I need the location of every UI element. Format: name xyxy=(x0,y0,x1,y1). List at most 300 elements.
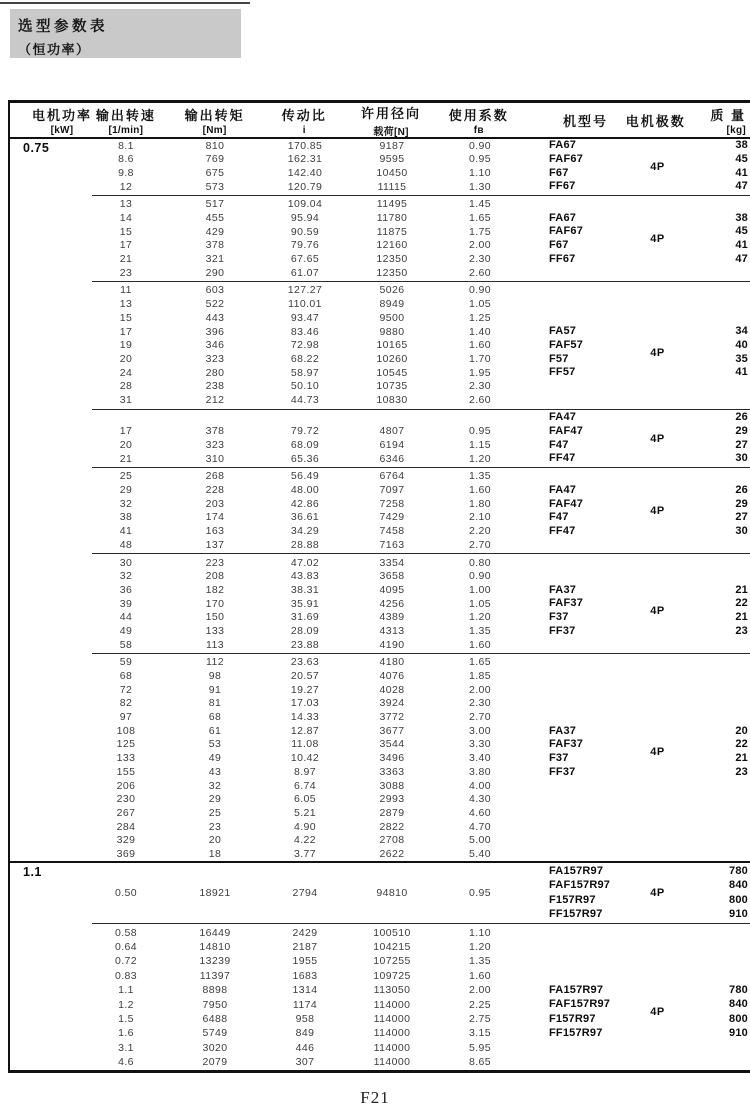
cell-radial-load: 11875 xyxy=(376,225,408,238)
cell-ratio: 162.31 xyxy=(287,153,323,166)
cell-output-torque: 11397 xyxy=(199,969,231,982)
header-label: 输出转矩 xyxy=(184,107,245,123)
table-row xyxy=(10,380,750,394)
cell-ratio: 6.74 xyxy=(293,779,317,792)
cell-service-factor: 0.90 xyxy=(468,570,492,583)
cell-radial-load: 2822 xyxy=(379,820,405,833)
cell-output-speed: 13 xyxy=(119,198,133,211)
cell-ratio: 14.33 xyxy=(290,711,320,724)
poles-value: 4P xyxy=(650,346,665,359)
cell-model: F37 xyxy=(549,751,569,764)
table-row xyxy=(10,820,750,834)
cell-radial-load: 10545 xyxy=(376,366,408,379)
cell-output-torque: 49 xyxy=(208,752,222,765)
cell-service-factor: 0.90 xyxy=(468,139,492,152)
cell-output-torque: 91 xyxy=(208,683,222,696)
group-separator xyxy=(92,653,750,654)
cell-output-speed: 17 xyxy=(119,425,133,438)
cell-weight: 38 xyxy=(735,139,748,152)
cell-model: F67 xyxy=(549,239,569,252)
table-row xyxy=(10,393,750,407)
cell-service-factor: 1.75 xyxy=(468,225,492,238)
cell-model: FF67 xyxy=(549,252,576,265)
cell-ratio: 3.77 xyxy=(293,847,317,860)
table-row xyxy=(10,311,750,325)
cell-service-factor: 2.00 xyxy=(468,984,492,997)
cell-ratio: 2794 xyxy=(292,886,318,899)
cell-service-factor: 2.30 xyxy=(468,697,492,710)
cell-output-torque: 137 xyxy=(205,538,225,551)
cell-output-speed: 0.50 xyxy=(114,886,138,899)
cell-ratio: 72.98 xyxy=(290,339,320,352)
cell-weight: 910 xyxy=(729,907,748,920)
cell-model: FAF157R97 xyxy=(549,879,611,892)
cell-radial-load: 3772 xyxy=(379,711,405,724)
cell-output-torque: 429 xyxy=(205,225,225,238)
cell-weight: 45 xyxy=(735,225,748,238)
table-row xyxy=(10,1041,750,1055)
cell-radial-load: 12160 xyxy=(376,239,408,252)
cell-model: FA37 xyxy=(549,583,577,596)
header-unit: [kW] xyxy=(50,124,74,136)
table-row xyxy=(10,954,750,968)
ratio-group xyxy=(10,656,750,861)
cell-output-torque: 112 xyxy=(206,656,224,669)
cell-output-torque: 150 xyxy=(205,611,225,624)
cell-output-torque: 208 xyxy=(205,570,225,583)
cell-radial-load: 11115 xyxy=(377,180,407,193)
cell-ratio: 68.09 xyxy=(290,439,320,452)
col-ratio xyxy=(269,103,339,137)
cell-model: FA67 xyxy=(549,139,577,152)
power-value: 0.75 xyxy=(23,141,50,155)
table-row xyxy=(10,253,750,267)
cell-service-factor: 2.10 xyxy=(468,511,492,524)
cell-service-factor: 1.80 xyxy=(468,497,492,510)
cell-model: FA47 xyxy=(549,411,577,424)
cell-service-factor: 2.60 xyxy=(468,393,492,406)
cell-ratio: 34.29 xyxy=(290,525,320,538)
cell-service-factor: 0.90 xyxy=(468,284,492,297)
cell-output-speed: 1.5 xyxy=(118,1012,134,1025)
cell-output-torque: 396 xyxy=(205,325,225,338)
header-label: 传动比 xyxy=(281,107,327,123)
cell-service-factor: 1.35 xyxy=(468,624,492,637)
table-row xyxy=(10,656,750,670)
cell-output-torque: 18 xyxy=(208,847,222,860)
table-row xyxy=(10,366,750,380)
cell-output-torque: 3020 xyxy=(202,1041,228,1054)
cell-output-speed: 12 xyxy=(119,180,133,193)
cell-output-torque: 455 xyxy=(205,212,225,225)
cell-radial-load: 3088 xyxy=(379,779,405,792)
cell-output-speed: 21 xyxy=(119,452,133,465)
cell-model: F57 xyxy=(549,352,569,365)
table-row xyxy=(10,452,750,466)
col-output-speed xyxy=(92,103,160,137)
cell-output-speed: 68 xyxy=(119,670,133,683)
table-row xyxy=(10,525,750,539)
cell-ratio: 23.88 xyxy=(290,638,320,651)
cell-service-factor: 4.60 xyxy=(468,806,492,819)
cell-output-speed: 13 xyxy=(119,298,133,311)
cell-ratio: 36.61 xyxy=(290,511,320,524)
cell-model: FA47 xyxy=(549,483,577,496)
poles-value: 4P xyxy=(650,1005,665,1018)
col-service-factor xyxy=(443,103,515,137)
cell-radial-load: 9500 xyxy=(379,311,405,324)
cell-service-factor: 5.40 xyxy=(468,847,492,860)
cell-ratio: 67.65 xyxy=(290,253,320,266)
cell-radial-load: 4190 xyxy=(379,638,405,651)
cell-service-factor: 1.20 xyxy=(468,940,492,953)
cell-ratio: 127.27 xyxy=(287,284,323,297)
cell-model: FAF157R97 xyxy=(549,998,611,1011)
cell-radial-load: 3677 xyxy=(379,724,405,737)
header-unit: i xyxy=(302,124,306,136)
cell-radial-load: 4180 xyxy=(379,656,405,669)
cell-output-speed: 58 xyxy=(119,638,133,651)
page-title: 选型参数表 xyxy=(18,19,108,35)
cell-ratio: 35.91 xyxy=(290,597,320,610)
cell-output-speed: 15 xyxy=(119,311,133,324)
cell-output-torque: 443 xyxy=(205,311,225,324)
table-row xyxy=(10,638,750,652)
cell-ratio: 8.97 xyxy=(293,765,317,778)
cell-output-speed: 125 xyxy=(116,738,136,751)
cell-radial-load: 2708 xyxy=(379,834,405,847)
group-separator xyxy=(92,553,750,554)
cell-output-speed: 39 xyxy=(119,597,133,610)
cell-output-speed: 0.83 xyxy=(114,969,138,982)
cell-output-torque: 163 xyxy=(205,525,225,538)
cell-weight: 26 xyxy=(735,411,748,424)
cell-ratio: 90.59 xyxy=(290,225,320,238)
cell-service-factor: 2.00 xyxy=(468,683,492,696)
cell-output-speed: 48 xyxy=(119,538,133,551)
cell-radial-load: 8949 xyxy=(379,298,405,311)
table-row xyxy=(10,538,750,552)
cell-output-speed: 20 xyxy=(119,352,133,365)
cell-output-torque: 32 xyxy=(208,779,222,792)
cell-radial-load: 10830 xyxy=(376,393,408,406)
cell-output-torque: 290 xyxy=(205,266,225,279)
cell-output-speed: 284 xyxy=(116,820,136,833)
cell-service-factor: 1.35 xyxy=(468,470,492,483)
cell-model: FA157R97 xyxy=(549,983,604,996)
cell-service-factor: 0.95 xyxy=(468,425,492,438)
poles-value: 4P xyxy=(650,233,665,245)
cell-output-speed: 31 xyxy=(119,393,133,406)
cell-radial-load: 6346 xyxy=(379,452,405,465)
cell-service-factor: 2.70 xyxy=(468,711,492,724)
cell-output-torque: 8898 xyxy=(202,984,228,997)
cell-service-factor: 5.95 xyxy=(468,1041,492,1054)
cell-service-factor: 1.15 xyxy=(468,439,492,452)
table-row xyxy=(10,583,750,597)
cell-model: FA67 xyxy=(549,211,577,224)
ratio-group xyxy=(10,198,750,280)
cell-output-torque: 810 xyxy=(205,139,225,152)
cell-output-torque: 174 xyxy=(205,511,225,524)
cell-weight: 34 xyxy=(735,325,748,338)
header-unit: 载荷[N] xyxy=(373,126,409,138)
table-row xyxy=(10,940,750,954)
table-row xyxy=(10,325,750,339)
table-header xyxy=(10,103,750,139)
cell-output-torque: 16449 xyxy=(199,926,231,939)
cell-service-factor: 2.60 xyxy=(468,266,492,279)
cell-radial-load: 7458 xyxy=(379,525,405,538)
cell-output-speed: 329 xyxy=(116,834,136,847)
cell-weight: 21 xyxy=(735,611,748,624)
cell-output-torque: 14810 xyxy=(199,940,231,953)
col-weight xyxy=(688,103,750,137)
header-label: 使用系数 xyxy=(448,107,509,123)
page-subtitle: （恒功率） xyxy=(18,42,91,57)
poles-value: 4P xyxy=(650,745,665,758)
cell-model: F67 xyxy=(549,166,569,179)
cell-weight: 26 xyxy=(735,483,748,496)
cell-output-torque: 323 xyxy=(205,439,225,452)
cell-output-torque: 346 xyxy=(205,339,225,352)
cell-output-torque: 212 xyxy=(205,393,225,406)
cell-radial-load: 114000 xyxy=(373,1056,411,1069)
poles-value: 4P xyxy=(650,160,665,173)
cell-ratio: 50.10 xyxy=(290,380,320,393)
cell-output-torque: 517 xyxy=(205,198,225,211)
cell-radial-load: 9880 xyxy=(379,325,405,338)
cell-radial-load: 4256 xyxy=(379,597,405,610)
cell-ratio: 28.09 xyxy=(290,624,320,637)
cell-output-speed: 21 xyxy=(119,253,133,266)
cell-radial-load: 114000 xyxy=(373,998,411,1011)
ratio-group xyxy=(10,411,750,466)
cell-ratio: 1683 xyxy=(292,969,318,982)
cell-ratio: 958 xyxy=(295,1012,315,1025)
cell-model: FA57 xyxy=(549,325,577,338)
col-output-torque xyxy=(160,103,270,137)
cell-weight: 22 xyxy=(735,738,748,751)
cell-output-speed: 0.64 xyxy=(114,940,138,953)
cell-service-factor: 1.30 xyxy=(468,180,492,193)
header-unit: [Nm] xyxy=(202,124,227,136)
cell-radial-load: 2622 xyxy=(379,847,405,860)
cell-weight: 41 xyxy=(735,166,748,179)
cell-output-speed: 133 xyxy=(116,752,136,765)
table-row xyxy=(10,266,750,280)
header-label: 许用径向 xyxy=(361,105,422,121)
table-row xyxy=(10,806,750,820)
cell-output-torque: 573 xyxy=(205,180,225,193)
cell-output-torque: 53 xyxy=(208,738,222,751)
cell-weight: 47 xyxy=(735,180,748,193)
cell-weight: 840 xyxy=(729,998,748,1011)
cell-output-speed: 36 xyxy=(119,583,133,596)
cell-output-speed: 1.1 xyxy=(118,984,134,997)
poles-value: 4P xyxy=(650,432,665,445)
table-row xyxy=(10,834,750,848)
cell-output-torque: 378 xyxy=(205,239,225,252)
table-row xyxy=(10,697,750,711)
cell-service-factor: 1.05 xyxy=(468,298,492,311)
cell-weight: 35 xyxy=(735,352,748,365)
table-row xyxy=(10,724,750,738)
cell-model: FA37 xyxy=(549,724,577,737)
cell-ratio: 142.40 xyxy=(287,166,323,179)
header-unit: [1/min] xyxy=(108,124,144,136)
cell-output-torque: 268 xyxy=(205,470,225,483)
cell-radial-load: 10450 xyxy=(376,166,408,179)
table-row xyxy=(10,570,750,584)
cell-radial-load: 9187 xyxy=(379,139,405,152)
table-row xyxy=(10,139,750,153)
cell-ratio: 56.49 xyxy=(290,470,320,483)
cell-service-factor: 3.80 xyxy=(468,765,492,778)
cell-ratio: 2187 xyxy=(292,940,318,953)
cell-model: FF157R97 xyxy=(549,907,603,920)
header-unit: [kg] xyxy=(726,124,746,136)
cell-radial-load: 94810 xyxy=(376,886,408,899)
cell-weight: 780 xyxy=(729,864,748,877)
cell-radial-load: 2993 xyxy=(379,793,405,806)
poles-value: 4P xyxy=(650,604,665,617)
cell-output-speed: 8.6 xyxy=(118,153,134,166)
cell-radial-load: 6764 xyxy=(379,470,405,483)
cell-model: FF67 xyxy=(549,180,576,193)
cell-service-factor: 4.30 xyxy=(468,793,492,806)
table-row xyxy=(10,624,750,638)
cell-output-torque: 5749 xyxy=(202,1027,228,1040)
page-number: F21 xyxy=(360,1088,390,1107)
cell-model: F157R97 xyxy=(549,893,596,906)
cell-output-torque: 170 xyxy=(205,597,225,610)
table-row xyxy=(10,711,750,725)
cell-model: FA157R97 xyxy=(549,864,604,877)
power-section xyxy=(10,861,750,1069)
cell-output-speed: 44 xyxy=(119,611,133,624)
cell-service-factor: 1.20 xyxy=(468,611,492,624)
cell-output-speed: 59 xyxy=(119,656,133,669)
cell-weight: 800 xyxy=(729,893,748,906)
cell-model: FAF47 xyxy=(549,497,584,510)
cell-model: FAF67 xyxy=(549,225,584,238)
cell-weight: 21 xyxy=(735,583,748,596)
cell-output-speed: 4.6 xyxy=(118,1056,134,1069)
cell-weight: 30 xyxy=(735,452,748,465)
cell-ratio: 93.47 xyxy=(290,311,320,324)
cell-radial-load: 9595 xyxy=(379,153,405,166)
cell-output-speed: 28 xyxy=(119,380,133,393)
cell-output-torque: 2079 xyxy=(202,1056,228,1069)
cell-output-speed: 9.8 xyxy=(118,166,134,179)
cell-radial-load: 4807 xyxy=(379,425,405,438)
cell-weight: 29 xyxy=(735,425,748,438)
ratio-group xyxy=(10,556,750,652)
ratio-group xyxy=(10,284,750,407)
cell-service-factor: 3.40 xyxy=(468,752,492,765)
ratio-group xyxy=(10,470,750,552)
cell-output-torque: 280 xyxy=(205,366,225,379)
header-unit: fʙ xyxy=(473,124,484,136)
cell-ratio: 68.22 xyxy=(290,352,320,365)
cell-output-torque: 603 xyxy=(205,284,225,297)
selection-table xyxy=(8,100,750,1073)
cell-output-speed: 38 xyxy=(119,511,133,524)
cell-ratio: 43.83 xyxy=(290,570,320,583)
cell-ratio: 23.63 xyxy=(290,656,320,669)
cell-output-speed: 230 xyxy=(116,793,136,806)
cell-output-torque: 29 xyxy=(208,793,222,806)
cell-output-speed: 0.72 xyxy=(114,955,138,968)
cell-service-factor: 1.60 xyxy=(468,484,492,497)
cell-ratio: 307 xyxy=(295,1056,315,1069)
table-row xyxy=(10,864,750,878)
cell-output-torque: 675 xyxy=(205,166,225,179)
cell-output-speed: 32 xyxy=(119,497,133,510)
cell-ratio: 58.97 xyxy=(290,366,320,379)
cell-model: F37 xyxy=(549,611,569,624)
cell-output-speed: 267 xyxy=(116,806,136,819)
cell-ratio: 1174 xyxy=(292,998,318,1011)
cell-radial-load: 4313 xyxy=(379,624,405,637)
header-label: 输出转速 xyxy=(95,107,156,123)
cell-output-torque: 6488 xyxy=(202,1012,228,1025)
cell-ratio: 4.22 xyxy=(293,834,317,847)
power-section xyxy=(10,139,750,861)
cell-service-factor: 8.65 xyxy=(468,1056,492,1069)
cell-service-factor: 2.30 xyxy=(468,253,492,266)
cell-service-factor: 3.00 xyxy=(468,724,492,737)
cell-service-factor: 2.30 xyxy=(468,380,492,393)
cell-service-factor: 1.35 xyxy=(468,955,492,968)
cell-output-torque: 20 xyxy=(208,834,222,847)
ratio-group xyxy=(10,139,750,194)
cell-output-speed: 25 xyxy=(119,470,133,483)
cell-output-torque: 321 xyxy=(205,253,225,266)
cell-weight: 40 xyxy=(735,338,748,351)
cell-ratio: 83.46 xyxy=(290,325,320,338)
cell-weight: 23 xyxy=(735,624,748,637)
cell-radial-load: 3363 xyxy=(379,765,405,778)
table-row xyxy=(10,198,750,212)
cell-service-factor: 1.85 xyxy=(468,670,492,683)
cell-weight: 23 xyxy=(735,765,748,778)
cell-radial-load: 104215 xyxy=(373,940,411,953)
table-row xyxy=(10,211,750,225)
cell-output-torque: 25 xyxy=(208,806,222,819)
table-row xyxy=(10,983,750,997)
cell-radial-load: 113050 xyxy=(373,984,411,997)
cell-ratio: 42.86 xyxy=(290,497,320,510)
cell-service-factor: 2.70 xyxy=(468,538,492,551)
cell-radial-load: 114000 xyxy=(373,1041,411,1054)
cell-output-speed: 72 xyxy=(119,683,133,696)
cell-output-torque: 182 xyxy=(205,583,225,596)
cell-radial-load: 109725 xyxy=(373,969,411,982)
cell-ratio: 170.85 xyxy=(287,139,323,152)
cell-model: F157R97 xyxy=(549,1012,596,1025)
cell-output-speed: 23 xyxy=(119,266,133,279)
cell-service-factor: 1.70 xyxy=(468,352,492,365)
ratio-group xyxy=(10,926,750,1070)
cell-weight: 41 xyxy=(735,239,748,252)
cell-weight: 29 xyxy=(735,497,748,510)
cell-model: F47 xyxy=(549,511,569,524)
cell-weight: 27 xyxy=(735,438,748,451)
cell-ratio: 11.08 xyxy=(291,738,319,751)
cell-weight: 45 xyxy=(735,153,748,166)
